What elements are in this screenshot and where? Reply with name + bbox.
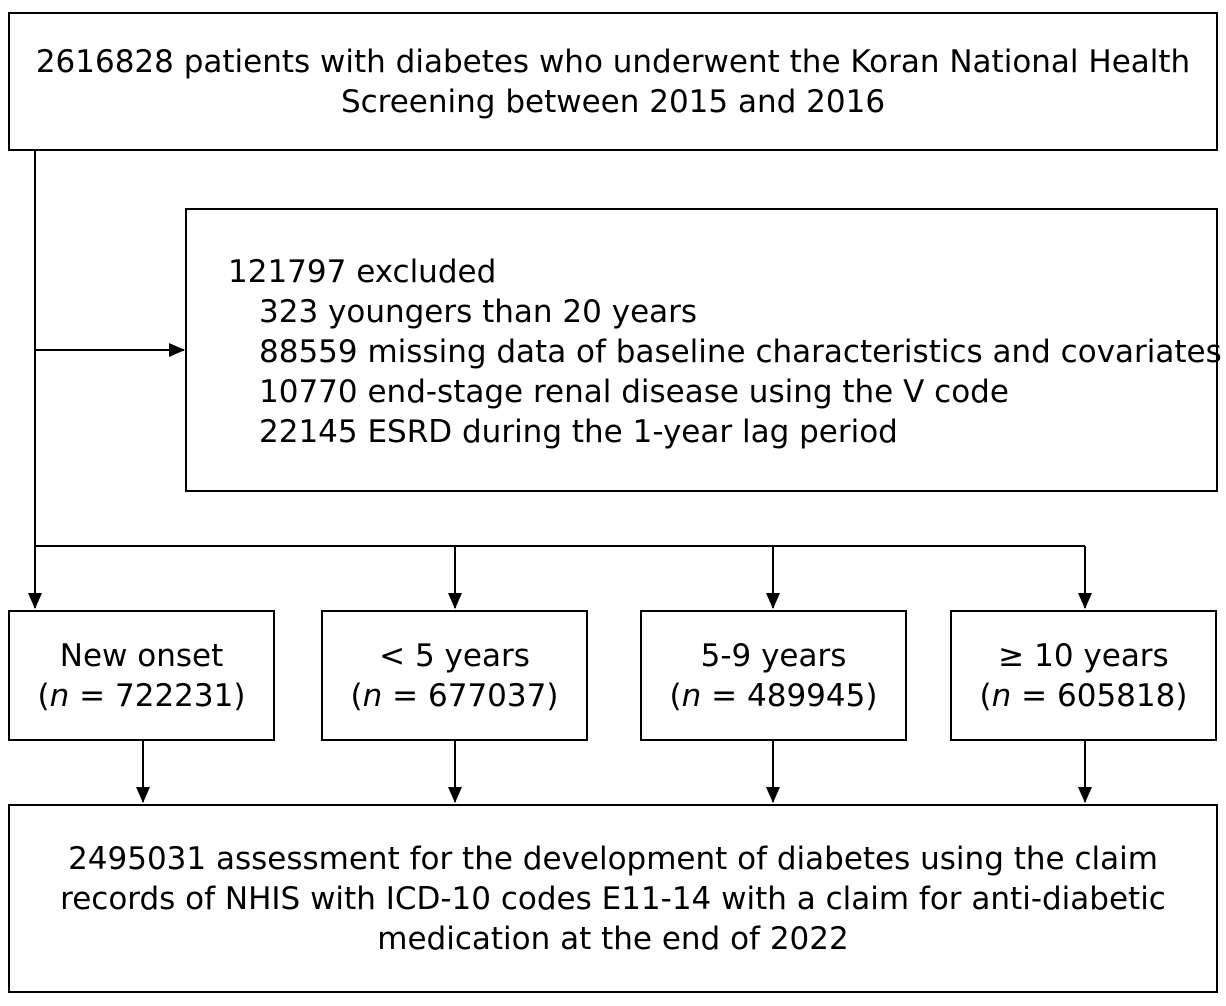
group-count-open: (: [350, 677, 363, 714]
group-label: ≥ 10 years: [998, 637, 1169, 674]
group-label: New onset: [59, 637, 224, 674]
group-count-value: = 489945): [701, 677, 878, 714]
group-box-new-onset: [8, 610, 275, 741]
n-symbol: n: [681, 677, 702, 714]
group-label: 5-9 years: [700, 637, 847, 674]
group-count: [670, 676, 878, 716]
n-symbol: n: [49, 677, 70, 714]
exclusion-item: 88559 missing data of baseline characteristics and covariates: [259, 334, 1222, 370]
group-label: < 5 years: [379, 637, 530, 674]
exclusion-item: 22145 ESRD during the 1-year lag period: [259, 414, 898, 450]
cohort-box: [8, 12, 1218, 151]
outcome-line-2: records of NHIS with ICD-10 codes E11-14 with a claim for anti-diabetic: [60, 880, 1166, 917]
exclusion-item: 10770 end-stage renal disease using the V code: [259, 374, 1009, 410]
outcome-line-1: 2495031 assessment for the development of diabetes using the claim: [68, 840, 1158, 877]
cohort-line-1: 2616828 patients with diabetes who underwent the Koran National Health: [35, 43, 1191, 80]
n-symbol: n: [991, 677, 1012, 714]
outcome-line-3: medication at the end of 2022: [377, 920, 849, 957]
n-symbol: n: [362, 677, 383, 714]
group-box-10-plus-years: [950, 610, 1217, 741]
exclusion-title: 121797 excluded: [228, 254, 497, 290]
group-count: [38, 676, 246, 716]
exclusion-item: 323 youngers than 20 years: [259, 294, 698, 330]
group-count-open: (: [669, 677, 682, 714]
group-count-open: (: [37, 677, 50, 714]
group-count-open: (: [979, 677, 992, 714]
group-count: [980, 676, 1188, 716]
outcome-box: [8, 804, 1218, 993]
group-count-value: = 605818): [1011, 677, 1188, 714]
group-box-under-5-years: [321, 610, 588, 741]
group-count-value: = 677037): [382, 677, 559, 714]
exclusion-box: [185, 208, 1222, 492]
group-count-value: = 722231): [69, 677, 246, 714]
group-box-5-9-years: [640, 610, 907, 741]
cohort-line-2: Screening between 2015 and 2016: [340, 83, 886, 120]
group-count: [351, 676, 559, 716]
